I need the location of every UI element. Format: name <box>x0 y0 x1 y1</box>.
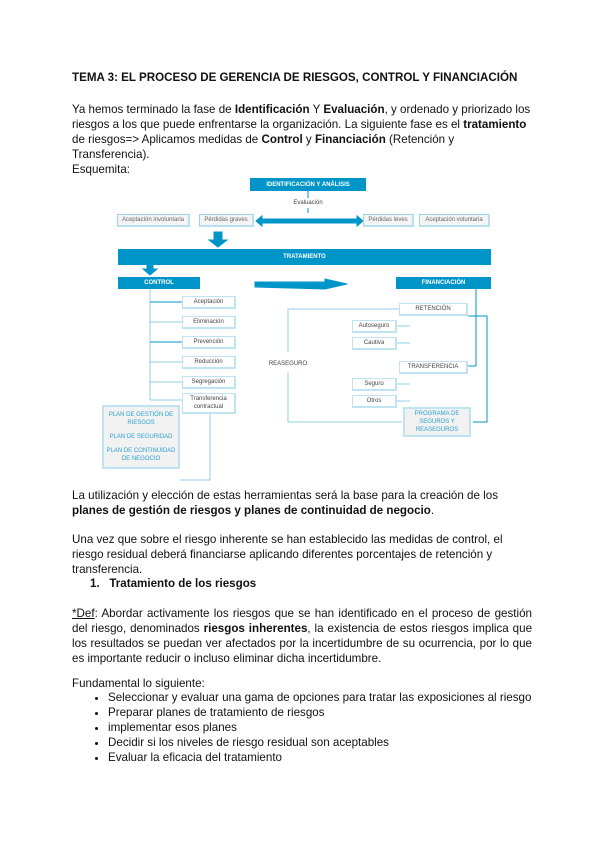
control-item: Transferencia contractual <box>182 393 236 414</box>
evaluacion-label: Evaluación <box>293 200 323 206</box>
text: Ya hemos terminado la fase de <box>72 103 235 116</box>
bold-text: tratamiento <box>463 118 527 131</box>
def-label: *Def <box>72 607 95 620</box>
list-item: • Preparar planes de tratamiento de riesgos <box>108 705 558 720</box>
plans-box <box>102 405 180 469</box>
control-item: Reducción <box>182 356 236 369</box>
bold-text: riesgos inherentes <box>203 622 308 635</box>
text: La utilización y elección de estas herramientas será la base para la creación de los <box>72 489 498 502</box>
retencion-box: RETENCIÓN <box>399 303 468 316</box>
text: Y <box>309 103 324 116</box>
definition-paragraph <box>72 606 532 666</box>
seguro-box: Seguro <box>352 378 397 391</box>
text: . <box>430 504 435 517</box>
autoseguro-box: Autoseguro <box>352 320 397 333</box>
section-title: Tratamiento de los riesgos <box>109 577 257 590</box>
financiacion-box: FINANCIACIÓN <box>396 277 491 289</box>
tratamiento-bar: TRATAMIENTO <box>118 249 491 265</box>
bullet-list <box>90 690 558 765</box>
text: Esquemita: <box>72 163 130 176</box>
perdidas-graves-box: Pérdidas graves <box>199 214 254 227</box>
section-heading <box>90 576 550 591</box>
plan-label: PLAN DE GESTIÓN DE RIESGOS <box>108 412 174 426</box>
bold-text: Financiación <box>314 133 386 146</box>
list-item: • Seleccionar y evaluar una gama de opciones para tratar las exposiciones al riesgo <box>108 690 558 705</box>
aceptacion-involuntaria-box: Aceptación involuntaria <box>117 214 190 227</box>
bold-text: planes de gestión de riesgos y planes de continuidad de negocio <box>72 504 431 517</box>
list-item: • Decidir si los niveles de riesgo residual son aceptables <box>108 735 558 750</box>
cautiva-box: Cautiva <box>352 337 397 350</box>
plan-label: PLAN DE CONTINUIDAD DE NEGOCIO <box>106 448 176 462</box>
list-item: • Evaluar la eficacia del tratamiento <box>108 750 558 765</box>
bold-text: Control <box>261 133 303 146</box>
control-item: Aceptación <box>182 296 236 309</box>
section-number: 1. <box>90 577 100 590</box>
text: , y ordenado y priorizado los riesgos a los que puede enfrentarse la organización. La siguiente fase es el <box>72 103 531 131</box>
reaseguro-label: REASEGURO <box>268 361 308 367</box>
text: y <box>302 133 315 146</box>
aceptacion-voluntaria-box: Aceptación voluntaria <box>419 214 490 227</box>
control-item: Prevención <box>182 336 236 349</box>
otros-box: Otros <box>352 395 397 408</box>
text: de riesgos=> Aplicamos medidas de <box>72 133 262 146</box>
transferencia-box: TRANSFERENCIA <box>399 361 468 374</box>
text: (Retención y Transferencia). <box>72 133 455 161</box>
perdidas-leves-box: Pérdidas leves <box>363 214 414 227</box>
list-item: • implementar esos planes <box>108 720 558 735</box>
control-item: Eliminación <box>182 316 236 329</box>
control-item: Segregación <box>182 376 236 389</box>
bold-text: Identificación <box>234 103 310 116</box>
paragraph: Una vez que sobre el riesgo inherente se han establecido las medidas de control, el riesgo residual deberá financiarse aplicando diferentes porcentajes de retención y transferencia. <box>72 533 503 576</box>
bold-text: Evaluación <box>323 103 385 116</box>
plan-label: PLAN DE SEGURIDAD <box>109 434 173 440</box>
control-box: CONTROL <box>118 277 200 289</box>
identificacion-box: IDENTIFICACIÓN Y ANÁLISIS <box>250 178 366 191</box>
paragraph: Fundamental lo siguiente: <box>72 677 205 690</box>
programa-box: PROGRAMA DE SEGUROS Y REASEGUROS <box>403 407 471 437</box>
text: , la existencia de estos riesgos implica que los resultados se puedan ver afectados por la incertidumbre de su ocurrencia, por lo que es importante reducir o incluso eliminar dicha incertidumbre. <box>72 622 533 665</box>
text: : Abordar activamente los riesgos que se han identificado en el proceso de gestión del riesgo, denominados <box>72 607 532 635</box>
paragraph <box>72 488 532 518</box>
page-title: TEMA 3: EL PROCESO DE GERENCIA DE RIESGOS, CONTROL Y FINANCIACIÓN <box>72 71 518 84</box>
